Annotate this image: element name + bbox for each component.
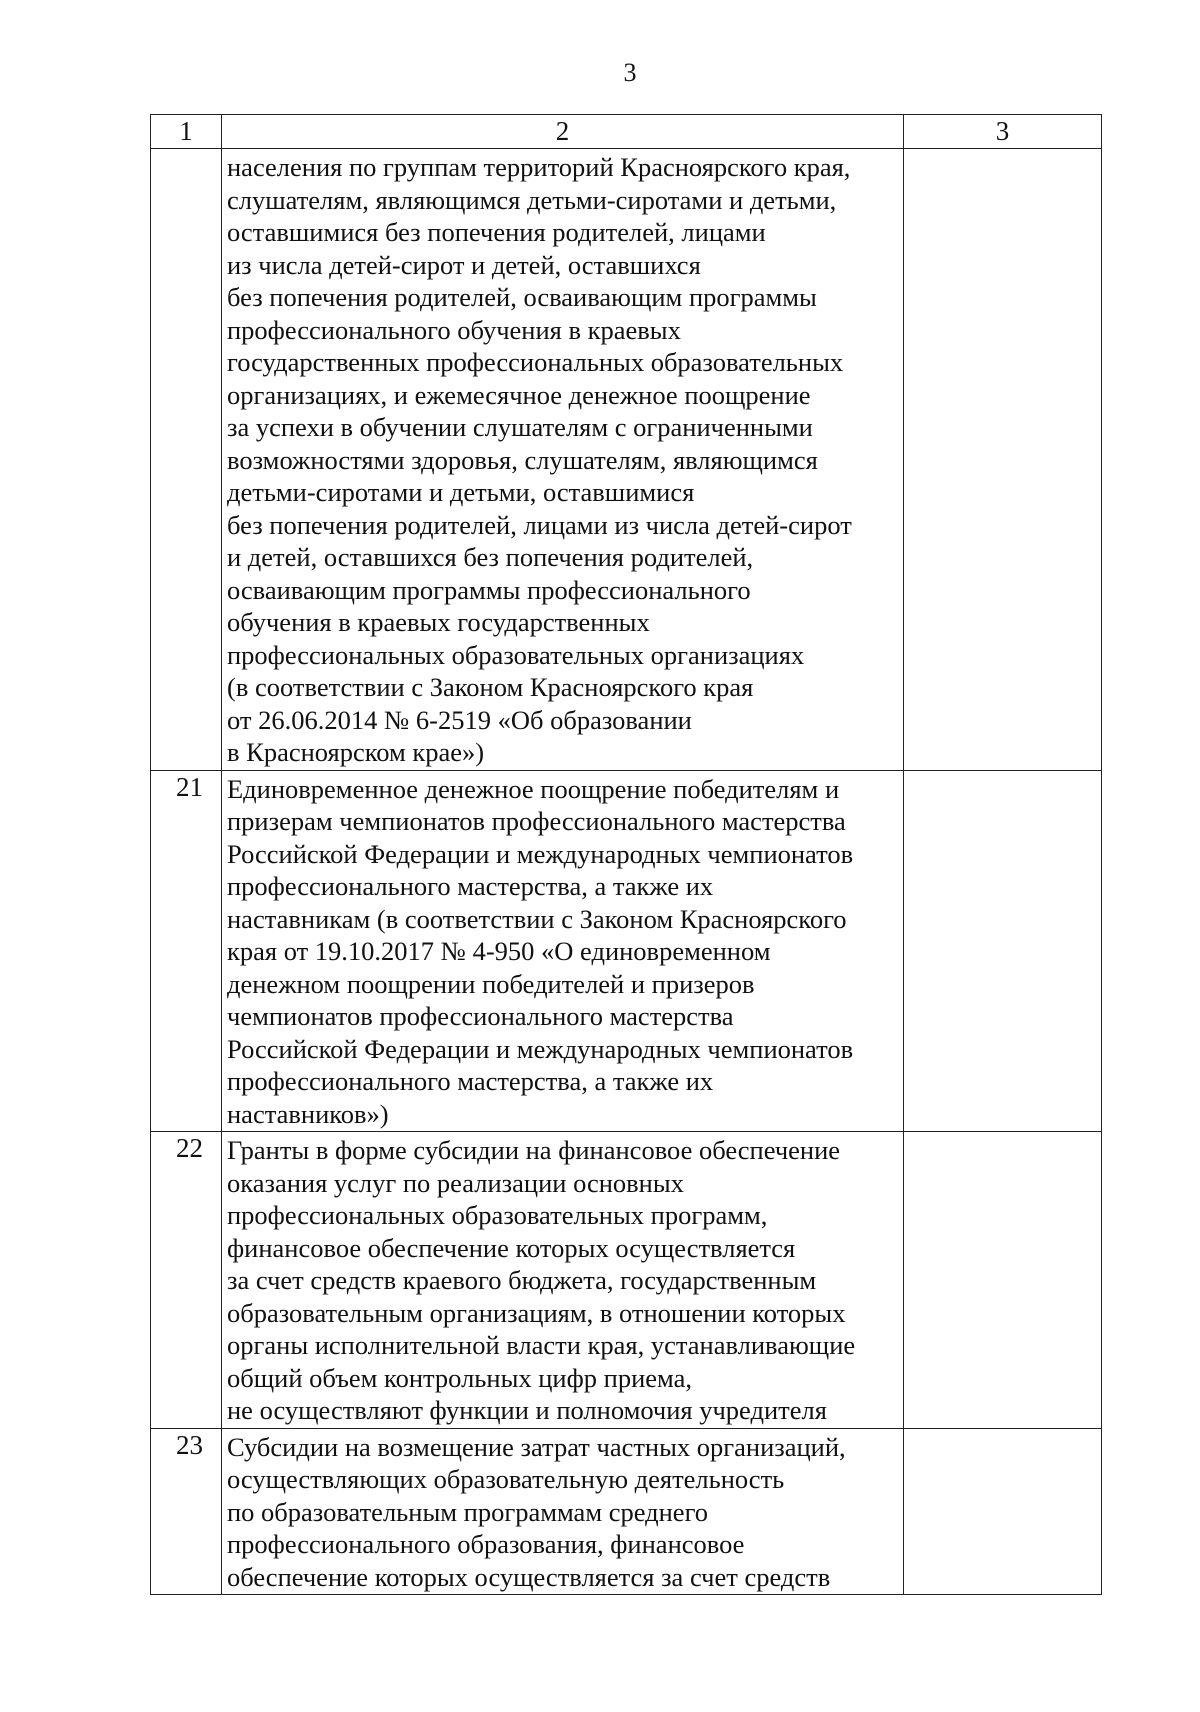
table-row: [151, 1132, 1102, 1429]
table-header-row: [151, 115, 1102, 149]
header-cell-2: 2: [222, 115, 904, 149]
header-cell-1: 1: [151, 115, 222, 149]
row-text: населения по группам территорий Красноярского края, слушателям, являющимся детьми-сиротами и детьми, оставшимися без попечения родителей, лицами из числа детей-сирот и детей, оставшихся без попечения родителей, осваивающим программы профессионального обучения в краевых государственных профессиональных образовательных организациях, и ежемесячное денежное поощрение за успехи в обучении слушателям с ограниченными возможностями здоровья, слушателям, являющимся детьми-сиротами и детьми, оставшимися без попечения родителей, лицами из числа детей-сирот и детей, оставшихся без попечения родителей, осваивающим программы профессионального обучения в краевых государственных профессиональных образовательных организациях (в соответствии с Законом Красноярского края от 26.06.2014 № 6-2519 «Об образовании в Красноярском крае»): [222, 149, 904, 771]
row-col3: [904, 1132, 1102, 1429]
row-number: 23: [151, 1428, 222, 1595]
row-col3: [904, 770, 1102, 1132]
row-number: 22: [151, 1132, 222, 1429]
row-number: [151, 149, 222, 771]
table-row: [151, 1428, 1102, 1595]
row-text: Гранты в форме субсидии на финансовое обеспечение оказания услуг по реализации основных профессиональных образовательных программ, финансовое обеспечение которых осуществляется за счет средств краевого бюджета, государственным образовательным организациям, в отношении которых органы исполнительной власти края, устанавливающие общий объем контрольных цифр приема, не осуществляют функции и полномочия учредителя: [222, 1132, 904, 1429]
row-text: Субсидии на возмещение затрат частных организаций, осуществляющих образовательную деятельность по образовательным программам среднего профессионального образования, финансовое обеспечение которых осуществляется за счет средств: [222, 1428, 904, 1595]
table-row: [151, 149, 1102, 771]
page-number: 3: [623, 58, 637, 87]
table-row: [151, 770, 1102, 1132]
row-col3: [904, 149, 1102, 771]
row-col3: [904, 1428, 1102, 1595]
row-text: Единовременное денежное поощрение победителям и призерам чемпионатов профессионального мастерства Российской Федерации и международных чемпионатов профессионального мастерства, а также их наставникам (в соответствии с Законом Красноярского края от 19.10.2017 № 4-950 «О единовременном денежном поощрении победителей и призеров чемпионатов профессионального мастерства Российской Федерации и международных чемпионатов профессионального мастерства, а также их наставников»): [222, 770, 904, 1132]
header-cell-3: 3: [904, 115, 1102, 149]
row-number: 21: [151, 770, 222, 1132]
budget-items-table: [150, 114, 1102, 1595]
